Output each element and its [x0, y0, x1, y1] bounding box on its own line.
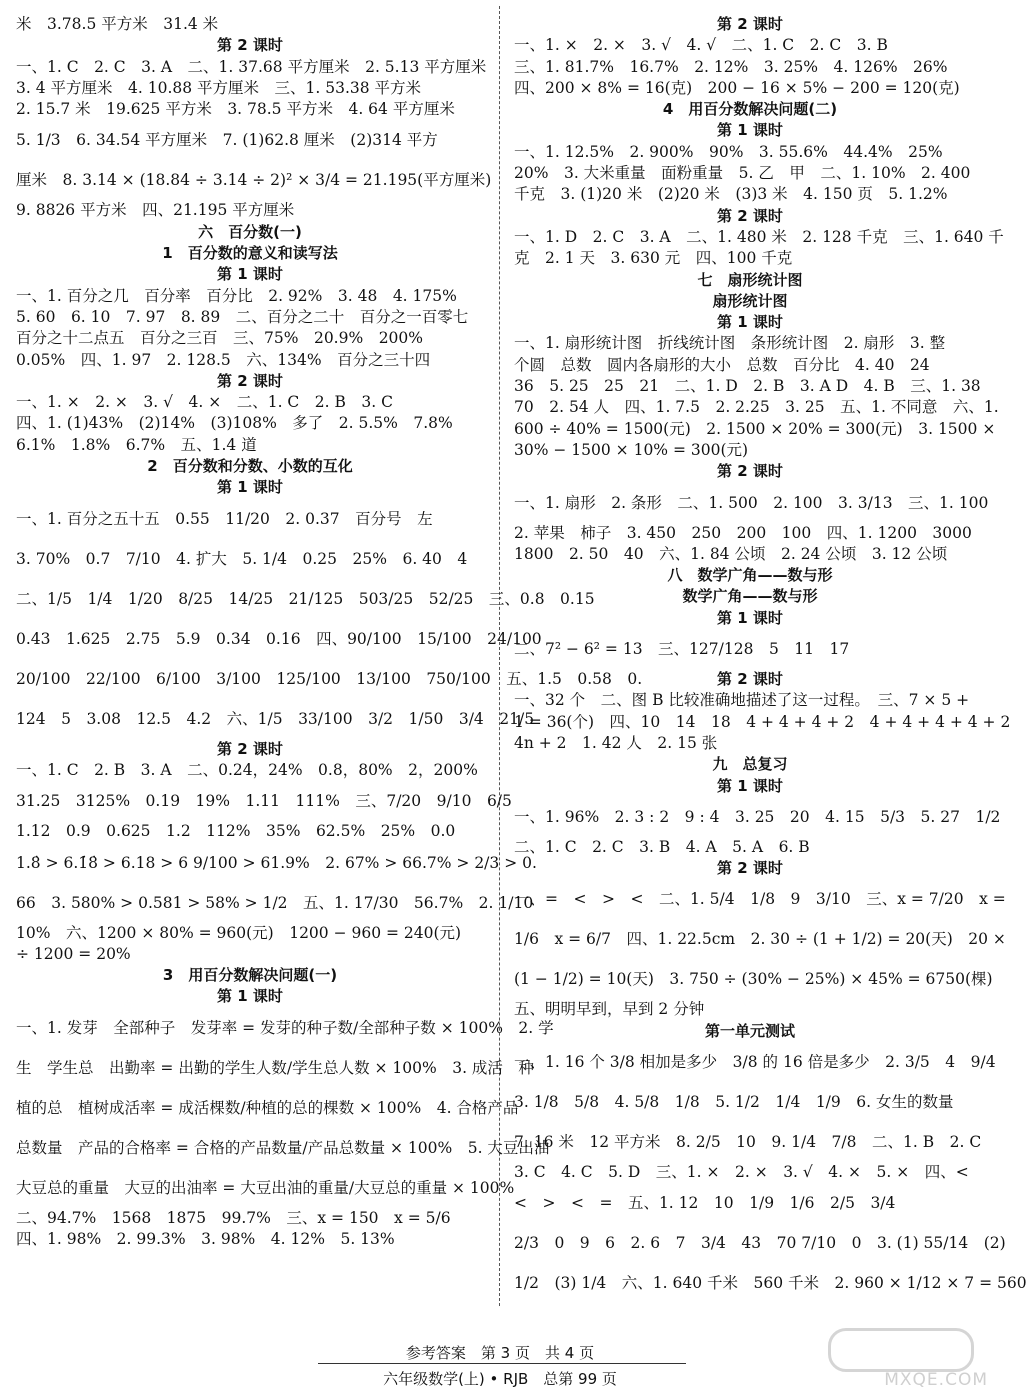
text-line: 10% 六、1200 × 80% = 960(元) 1200 − 960 = 240(元) [16, 923, 462, 942]
text-line: 百分之十二点五 百分之三百 三、75% 20.9% 200% [16, 329, 424, 348]
text-line: 一、1. 百分之五十五 0.55 11/20 2. 0.37 百分号 左 [16, 509, 433, 528]
text-line: 一、1. C 2. B 3. A 二、0.24，24% 0.8，80% 2，200% [16, 760, 478, 779]
text-line: 20/100 22/100 6/100 3/100 125/100 13/100 750/100 五、1.5 0.58 0. [16, 669, 643, 688]
text-line: 克 2. 1 天 3. 630 元 四、100 千克 [514, 249, 793, 268]
section-heading: 2 百分数和分数、小数的互化 [147, 457, 353, 476]
text-line: 二、7² − 6² = 13 三、127/128 5 11 17 [514, 640, 850, 659]
text-line: 一、1. 发芽 全部种子 发芽率 = 发芽的种子数/全部种子数 × 100% 2. 学 [16, 1018, 554, 1037]
text-line: 一、1. 扇形 2. 条形 二、1. 500 2. 100 3. 3/13 三、1. 100 [514, 493, 989, 512]
watermark-logo [812, 1328, 988, 1390]
section-heading: 3 用百分数解决问题(一) [162, 966, 338, 985]
text-line: (1 − 1/2) = 10(天) 3. 750 ÷ (30% − 25%) × 45% = 6750(棵) [514, 970, 993, 989]
lesson-heading: 第 1 课时 [717, 776, 783, 795]
text-line: 5. 60 6. 10 7. 97 8. 89 二、百分之二十 百分之一百零七 [16, 307, 469, 326]
lesson-heading: 第 1 课时 [717, 608, 783, 627]
text-line: 一、1. C 2. C 3. A 二、1. 37.68 平方厘米 2. 5.13 平方厘米 [16, 57, 487, 76]
lesson-heading: 第 2 课时 [717, 15, 783, 33]
text-line: 1.12 0.9 0.625 1.2 112% 35% 62.5% 25% 0.0 [16, 822, 456, 841]
text-line: 1 = 36(个) 四、10 14 18 4 + 4 + 4 + 2 4 + 4 + 4 + 4 + 2 [514, 712, 1011, 731]
lesson-heading: 第 1 课时 [717, 121, 783, 140]
lesson-heading: 第 2 课时 [717, 670, 783, 689]
text-line: 1/2 (3) 1/4 六、1. 640 千米 560 千米 2. 960 × 1/12 × 7 = 560 [514, 1274, 1027, 1293]
footer-book-info: 六年级数学(上) • RJB 总第 99 页 [383, 1370, 617, 1388]
text-line: 1.8̇ > 6.1̇8̇ > 6.18 > 6 9/100 > 61.9% 2. 67% > 66.7% > 2/3 > 0. [16, 853, 537, 872]
lesson-heading: 第 2 课时 [717, 206, 783, 225]
lesson-heading: 第 2 课时 [217, 739, 283, 758]
text-line: 千克 3. (1)20 米 (2)20 米 (3)3 米 4. 150 页 5. 1.2% [514, 185, 948, 204]
text-line: 个圆 总数 圆内各扇形的大小 总数 百分比 4. 40 24 [514, 355, 930, 374]
watermark-text: MXQE.COM [884, 1370, 988, 1390]
section-heading: 数学广角——数与形 [682, 587, 818, 606]
text-line: 二、94.7% 1568 1875 99.7% 三、x = 150 x = 5/6 [16, 1208, 451, 1227]
lesson-heading: 第 2 课时 [217, 371, 283, 390]
text-line: 3. 1/8 5/8 4. 5/8 1/8 5. 1/2 1/4 1/9 6. 女生的数量 [514, 1092, 954, 1111]
text-line: 二、1/5 1/4 1/20 8/25 14/25 21/125 503/25 52/25 三、0.8 0.15 [16, 589, 595, 608]
text-line: 0.43 1.625 2.75 5.9 0.34 0.16 四、90/100 15/100 24/100 [16, 629, 542, 648]
lesson-heading: 第 2 课时 [717, 462, 783, 481]
text-line: 36 5. 25 25 21 二、1. D 2. B 3. A D 4. B 三、1. 38 [514, 377, 981, 396]
lesson-heading: 第 2 课时 [717, 859, 783, 878]
section-heading: 4 用百分数解决问题(二) [662, 100, 838, 119]
text-line: 一、1. × 2. × 3. √ 4. √ 二、1. C 2. C 3. B [514, 36, 888, 55]
text-line: 一、1. × 2. × 3. √ 4. × 二、1. C 2. B 3. C [16, 393, 393, 412]
text-line: 20% 3. 大米重量 面粉重量 5. 乙 甲 二、1. 10% 2. 400 [514, 164, 971, 183]
watermark-seal-icon [828, 1328, 974, 1372]
text-line: 3. C 4. C 5. D 三、1. × 2. × 3. √ 4. × 5. × 四、< [514, 1162, 969, 1181]
footer-rule [318, 1363, 686, 1364]
text-line: 植的总 植树成活率 = 成活棵数/种植的总的棵数 × 100% 4. 合格产品 [16, 1098, 519, 1117]
text-line: 6.1% 1.8% 6.7% 五、1.4 道 [16, 435, 257, 454]
chapter-heading: 六 百分数(一) [198, 222, 302, 241]
lesson-heading: 第 1 课时 [217, 265, 283, 284]
text-line: 1800 2. 50 40 六、1. 84 公顷 2. 24 公顷 3. 12 公顷 [514, 544, 948, 563]
text-line: 3. 4 平方厘米 4. 10.88 平方厘米 三、1. 53.38 平方米 [16, 78, 422, 97]
text-line: 124 5 3.08 12.5 4.2 六、1/5 33/100 3/2 1/50 3/4 21/5 [16, 709, 535, 728]
text-line: 一、1. 百分之几 百分率 百分比 2. 92% 3. 48 4. 175% [16, 286, 457, 305]
text-line: 四、200 × 8% = 16(克) 200 − 16 × 5% − 200 = 120(克) [514, 78, 960, 97]
section-heading: 1 百分数的意义和读写法 [162, 244, 338, 263]
text-line: 0.05% 四、1. 97 2. 128.5 六、134% 百分之三十四 [16, 350, 431, 369]
text-line: 1/6 x = 6/7 四、1. 22.5cm 2. 30 ÷ (1 + 1/2) = 20(天) 20 × [514, 930, 1006, 949]
text-line: ÷ 1200 = 20% [16, 944, 131, 963]
chapter-heading: 九 总复习 [712, 755, 788, 774]
text-line: 3. 70% 0.7 7/10 4. 扩大 5. 1/4 0.25 25% 6. 40 4 [16, 549, 468, 568]
text-line: 4n + 2 1. 42 人 2. 15 张 [514, 733, 718, 752]
text-line: 30% − 1500 × 10% = 300(元) [514, 440, 749, 459]
lesson-heading: 第 1 课时 [217, 987, 283, 1006]
section-heading: 扇形统计图 [712, 291, 788, 310]
text-line: 一、1. 96% 2. 3 : 2 9 : 4 3. 25 20 4. 15 5/3 5. 27 1/2 [514, 807, 1001, 826]
chapter-heading: 八 数学广角——数与形 [667, 566, 833, 585]
lesson-heading: 第 1 课时 [217, 478, 283, 497]
footer-page-info: 参考答案 第 3 页 共 4 页 [405, 1344, 595, 1362]
section-heading: 第一单元测试 [704, 1021, 795, 1040]
text-line: 一、1. 12.5% 2. 900% 90% 3. 55.6% 44.4% 25% [514, 142, 943, 161]
text-line: 一、1. 16 个 3/8 相加是多少 3/8 的 16 倍是多少 2. 3/5 4 9/4 [514, 1052, 996, 1071]
text-line: 一、= < > < 二、1. 5/4 1/8 9 3/10 三、x = 7/20 x = [514, 890, 1006, 909]
text-line: 7. 16 米 12 平方米 8. 2/5 10 9. 1/4 7/8 二、1. B 2. C [514, 1132, 982, 1151]
text-line: 三、1. 81.7% 16.7% 2. 12% 3. 25% 4. 126% 26% [514, 57, 948, 76]
text-line: 二、1. C 2. C 3. B 4. A 5. A 6. B [514, 837, 810, 856]
text-line: 五、明明早到，早到 2 分钟 [514, 1000, 705, 1019]
text-line: 2. 15.7 米 19.625 平方米 3. 78.5 平方米 4. 64 平方厘米 [16, 100, 455, 119]
text-line: 大豆总的重量 大豆的出油率 = 大豆出油的重量/大豆总的重量 × 100% [16, 1178, 515, 1197]
text-line: 一、1. 扇形统计图 折线统计图 条形统计图 2. 扇形 3. 整 [514, 334, 946, 353]
right-column [514, 14, 1027, 1310]
text-line: 一、1. D 2. C 3. A 二、1. 480 米 2. 128 千克 三、1. 640 千 [514, 227, 1004, 246]
text-line: 一、32 个 二、图 B 比较准确地描述了这一过程。 三、7 × 5 + [514, 691, 970, 710]
text-line: 5. 1/3 6. 34.54 平方厘米 7. (1)62.8 厘米 (2)314 平方 [16, 131, 438, 150]
text-line: 米 3.78.5 平方米 31.4 米 [16, 15, 219, 33]
text-line: 70 2. 54 人 四、1. 7.5 2. 2.25 3. 25 五、1. 不同意 六、1. [514, 398, 999, 417]
text-line: 四、1. 98% 2. 99.3% 3. 98% 4. 12% 5. 13% [16, 1230, 395, 1249]
section-heading: 第 2 课时 [217, 36, 283, 55]
text-line: 9. 8826 平方米 四、21.195 平方厘米 [16, 201, 295, 220]
chapter-heading: 七 扇形统计图 [697, 270, 803, 289]
text-line: 2/3 0 9 6 2. 6 7 3/4 43 70 7/10 0 3. (1) 55/14 (2) [514, 1234, 1006, 1253]
text-line: 2. 苹果 柿子 3. 450 250 200 100 四、1. 1200 3000 [514, 523, 972, 542]
text-line: 四、1. (1)43% (2)14% (3)108% 多了 2. 5.5% 7.8% [16, 414, 453, 433]
text-line: 31.25 3125% 0.19 19% 1.11 111% 三、7/20 9/10 6/5 [16, 792, 512, 811]
text-line: 生 学生总 出勤率 = 出勤的学生人数/学生总人数 × 100% 3. 成活 种 [16, 1058, 534, 1077]
text-line: 厘米 8. 3.14 × (18.84 ÷ 3.14 ÷ 2)² × 3/4 = 21.195(平方厘米) [16, 171, 492, 190]
lesson-heading: 第 1 课时 [717, 313, 783, 332]
text-line: 总数量 产品的合格率 = 合格的产品数量/产品总数量 × 100% 5. 大豆出油 [16, 1138, 550, 1157]
text-line: 600 ÷ 40% = 1500(元) 2. 1500 × 20% = 300(元) 3. 1500 × [514, 419, 996, 438]
text-line: < > < = 五、1. 12 10 1/9 1/6 2/5 3/4 [514, 1194, 896, 1213]
text-line: 66 3. 580% > 0.581 > 58% > 1/2 五、1. 17/30 56.7% 2. 1/10 [16, 893, 534, 912]
